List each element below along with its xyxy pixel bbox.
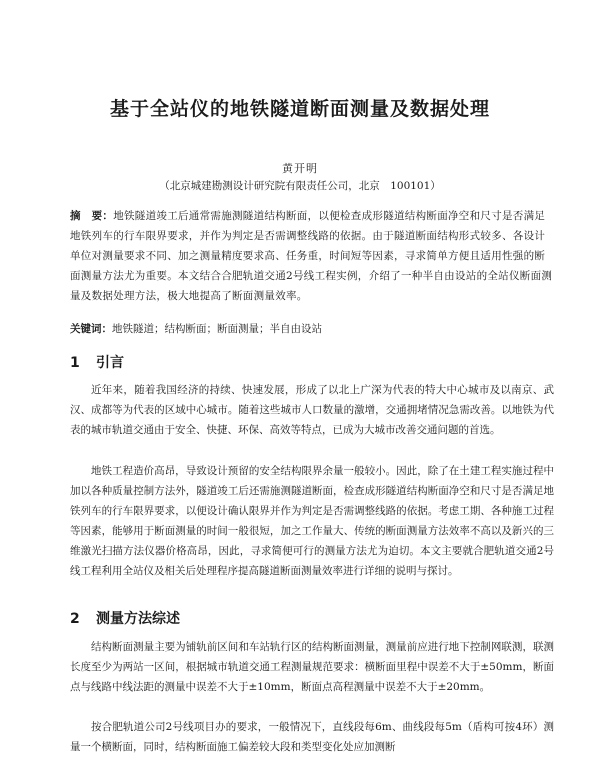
section-heading <box>70 352 124 372</box>
section-number: 1 <box>70 355 80 371</box>
body-paragraph: 结构断面测量主要为铺轨前区间和车站轨行区的结构断面测量，测量前应进行地下控制网联测，联测长度至少为两站一区间，根据城市轨道交通工程测量规范要求：横断面里程中误差不大于±50mm，断面点与线路中线法距的测量中误差不大于±10mm，断面点高程测量中误差不大于±20mm。 <box>70 641 554 693</box>
body-paragraph: 地铁工程造价高昂，导致设计预留的安全结构限界余量一般较小。因此，除了在土建工程实施过程中加以各种质量控制方法外，隧道竣工后还需施测隧道断面，检查成形隧道结构断面净空和尺寸是否满足地铁列车的行车限界要求，以便设计确认限界并作为判定是否需调整线路的依据。考虑工期、各种施工过程等因素，能够用于断面测量的时间一般很短，加之工作量大、传统的断面测量方法效率不高以及新兴的三维激光扫描方法仪器价格高昂，因此，寻求简便可行的测量方法尤为迫切。本文主要就合肥轨道交通2号线工程利用全站仪及相关后处理程序提高隧道断面测量效率进行详细的说明与探讨。 <box>70 465 554 577</box>
keywords-text: 地铁隧道；结构断面；断面测量；半自由设站 <box>112 323 322 335</box>
author-affiliation: （北京城建勘测设计研究院有限责任公司，北京 100101） <box>159 180 441 192</box>
abstract <box>70 206 554 306</box>
keywords <box>70 319 554 339</box>
paper-title: 基于全站仪的地铁隧道断面测量及数据处理 <box>109 98 490 120</box>
keywords-label: 关键词： <box>70 323 112 335</box>
body-paragraph: 近年来，随着我国经济的持续、快速发展，形成了以北上广深为代表的特大中心城市及以南京、武汉、成都等为代表的区域中心城市。随着这些城市人口数量的激增，交通拥堵情况急需改善。以地铁为代表的城市轨道交通由于安全、快捷、环保、高效等特点，已成为大城市改善交通问题的首选。 <box>70 384 554 436</box>
section-heading <box>70 608 180 628</box>
author-name: 黄开明 <box>282 162 318 175</box>
section-title: 测量方法综述 <box>96 611 180 627</box>
section-title: 引言 <box>96 355 124 371</box>
abstract-label: 摘 要： <box>70 210 114 222</box>
abstract-text: 地铁隧道竣工后通常需施测隧道结构断面，以便检查成形隧道结构断面净空和尺寸是否满足地铁列车的行车限界要求，并作为判定是否需调整线路的依据。由于隧道断面结构形式较多、各设计单位对测量要求不同、加之测量精度要求高、任务重，时间短等因素，寻求简单方便且适用性强的断面测量方法尤为重要。本文结合合肥轨道交通2号线工程实例，介绍了一种半自由设站的全站仪断面测量及数据处理方法，极大地提高了断面测量效率。 <box>70 210 553 302</box>
section-number: 2 <box>70 611 80 627</box>
body-paragraph: 按合肥轨道公司2号线项目办的要求，一般情况下，直线段每6m、曲线段每5m（盾构可按4环）测量一个横断面，同时，结构断面施工偏差较大段和类型变化处应加测断 <box>70 721 554 753</box>
